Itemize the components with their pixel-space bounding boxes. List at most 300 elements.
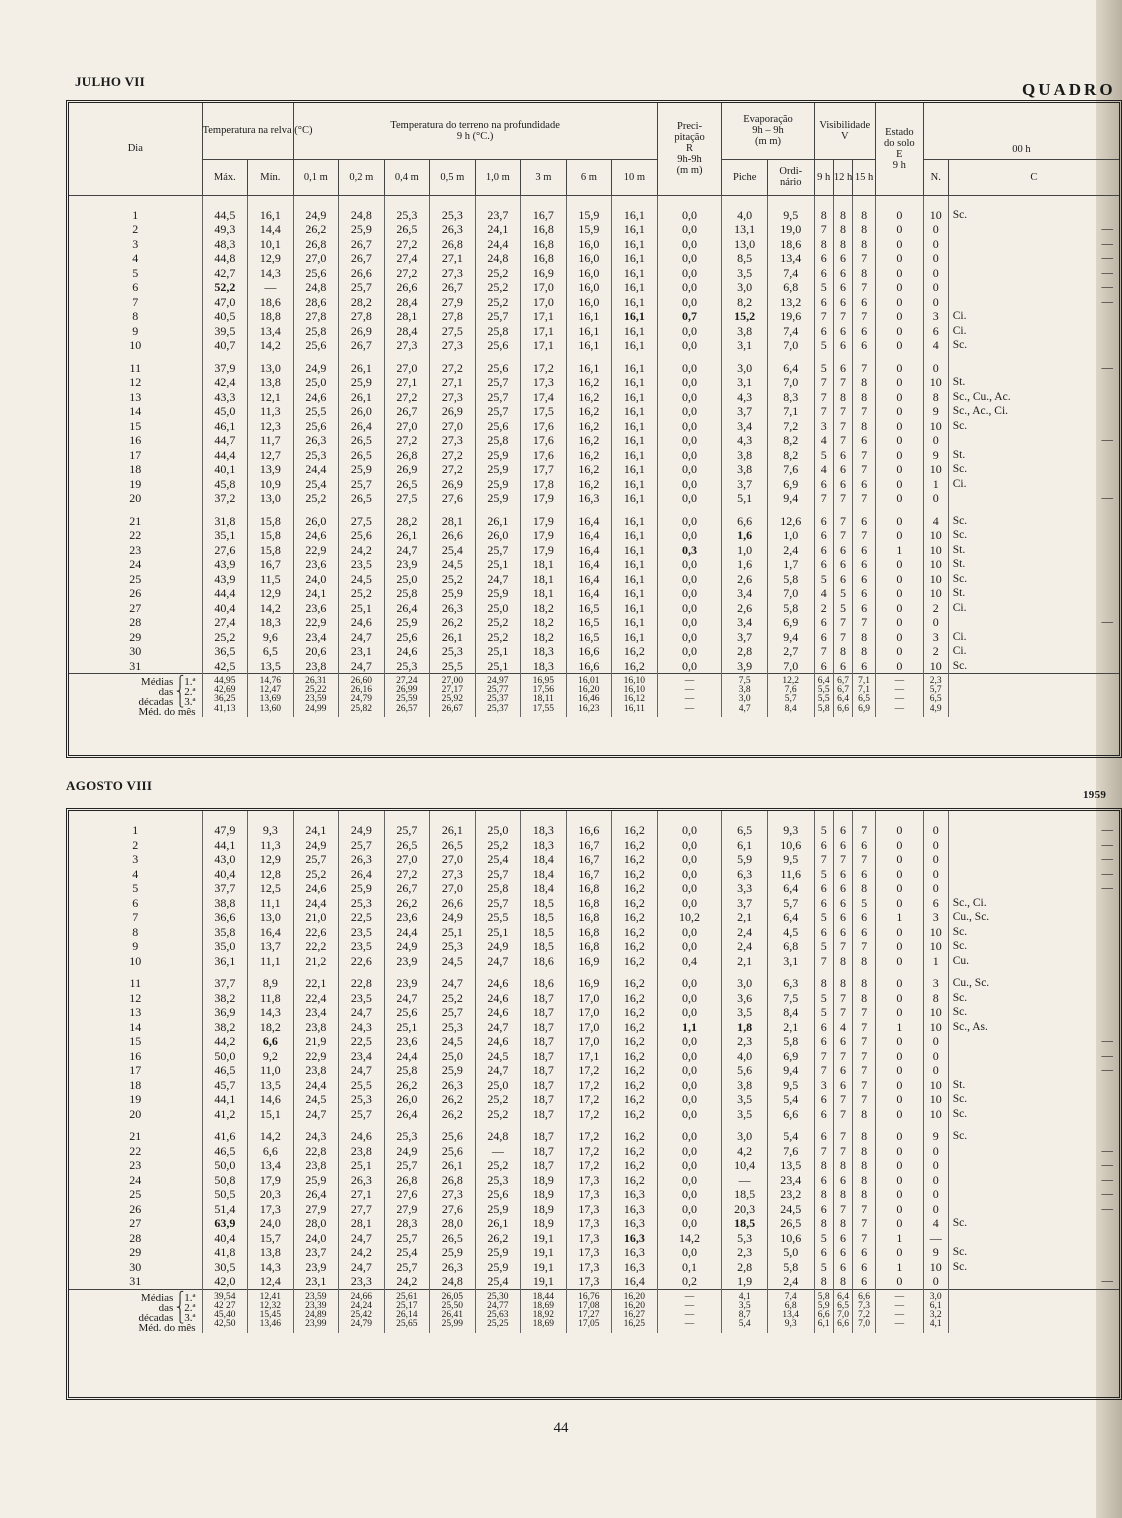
data-cell: 27,2 [430, 448, 476, 463]
data-cell: 16,1 [612, 208, 658, 223]
data-cell: 10 [923, 557, 948, 572]
data-cell: 13,5 [767, 1158, 814, 1173]
data-cell: — [1101, 824, 1113, 836]
data-cell: 25,6 [475, 419, 521, 434]
data-cell: 41,8 [202, 1245, 248, 1260]
data-cell: 25,4 [475, 852, 521, 867]
table-row [69, 1049, 1119, 1064]
data-cell: 17,7 [521, 462, 567, 477]
data-cell: 0 [875, 1187, 923, 1202]
data-cell: 27,1 [339, 1187, 385, 1202]
data-cell: 16,8 [521, 237, 567, 252]
data-cell: 8,9 [248, 976, 294, 991]
data-cell: 7 [853, 404, 876, 419]
day-cell: 25 [69, 572, 202, 587]
data-cell: 5 [814, 867, 833, 882]
data-cell: 6 [853, 433, 876, 448]
data-cell: 6,9 [767, 477, 814, 492]
data-cell: 9,4 [767, 1063, 814, 1078]
data-cell: 17,2 [566, 1063, 612, 1078]
average-cell: 7,4 6,8 13,4 9,3 [767, 1289, 814, 1333]
col-depth-04: 0,4 m [384, 159, 430, 195]
data-cell: 27,7 [339, 1202, 385, 1217]
data-cell: 6 [814, 1107, 833, 1122]
data-cell: 27,3 [430, 433, 476, 448]
data-cell: 6 [833, 1173, 852, 1188]
data-cell: 8 [853, 1144, 876, 1159]
data-cell: 6 [853, 324, 876, 339]
data-cell: 16,2 [566, 462, 612, 477]
data-cell: 38,2 [202, 991, 248, 1006]
data-cell: 25,1 [339, 601, 385, 616]
data-cell: 8 [853, 266, 876, 281]
data-cell: 9 [923, 1245, 948, 1260]
table-row [69, 208, 1119, 223]
data-cell: 14,2 [248, 1129, 294, 1144]
data-cell: 0,0 [657, 823, 722, 838]
average-cell: 26,05 25,50 26,41 25,99 [430, 1289, 476, 1333]
day-cell: 28 [69, 1231, 202, 1246]
data-cell: 14,4 [248, 222, 294, 237]
data-cell: 16,1 [566, 361, 612, 376]
data-cell: 23,8 [293, 1020, 339, 1035]
data-cell: 8 [814, 976, 833, 991]
average-cell: 7,5 3,8 3,0 4,7 [722, 674, 768, 718]
data-cell: 18,7 [521, 1092, 567, 1107]
table-row [69, 266, 1119, 281]
data-cell: — [1101, 361, 1113, 374]
data-cell: 8 [853, 237, 876, 252]
day-cell: 18 [69, 462, 202, 477]
data-cell: 3,5 [722, 266, 768, 281]
data-cell: 0 [875, 237, 923, 252]
data-cell: 0 [875, 309, 923, 324]
data-cell: 23,8 [293, 1063, 339, 1078]
data-cell: 2,8 [722, 644, 768, 659]
data-cell: 4,2 [722, 1144, 768, 1159]
data-cell: 0 [923, 881, 948, 896]
month-heading-julho: JULHO VII [75, 74, 146, 89]
data-cell: 26,1 [475, 514, 521, 529]
data-cell: 18,7 [521, 1034, 567, 1049]
data-cell: 17,1 [566, 1049, 612, 1064]
data-cell: 27,6 [430, 491, 476, 506]
data-cell: 41,2 [202, 1107, 248, 1122]
data-cell: 27,2 [384, 237, 430, 252]
data-cell: 6 [833, 462, 852, 477]
data-cell: 1,8 [722, 1020, 768, 1035]
data-cell: 16,4 [566, 586, 612, 601]
data-cell: 41,6 [202, 1129, 248, 1144]
julho-data-table [69, 196, 1119, 674]
data-cell: — [1101, 616, 1113, 628]
data-cell: 5 [814, 823, 833, 838]
data-cell: 25,2 [293, 491, 339, 506]
data-cell: 0,0 [657, 1187, 722, 1202]
table-row [69, 954, 1119, 969]
data-cell: 26,5 [384, 222, 430, 237]
data-cell: 0 [875, 1107, 923, 1122]
table-row [69, 1187, 1119, 1202]
data-cell: 25,2 [293, 867, 339, 882]
average-cell: 16,76 17,08 17,27 17,05 [566, 1289, 612, 1333]
data-cell: 25,9 [339, 375, 385, 390]
data-cell: 22,8 [339, 976, 385, 991]
data-cell: 25,6 [384, 630, 430, 645]
data-cell: 24,4 [293, 896, 339, 911]
data-cell: 10 [923, 528, 948, 543]
data-cell: 15,9 [566, 208, 612, 223]
col-max: Máx. [202, 159, 248, 195]
data-cell: 31,8 [202, 514, 248, 529]
data-cell: 23,9 [384, 954, 430, 969]
data-cell: 0 [923, 361, 948, 376]
data-cell: 26,5 [339, 433, 385, 448]
data-cell: 4,0 [722, 208, 768, 223]
data-cell: 16,1 [612, 630, 658, 645]
average-cell: 39,54 42 27 45,40 42,50 [202, 1289, 248, 1333]
data-cell: 26,8 [430, 1173, 476, 1188]
data-cell: 17,3 [566, 1274, 612, 1289]
data-cell: 23,3 [339, 1274, 385, 1289]
data-cell: 25,9 [430, 586, 476, 601]
data-cell: 8 [833, 1216, 852, 1231]
data-cell: 18,5 [722, 1187, 768, 1202]
data-cell: 0,0 [657, 208, 722, 223]
data-cell: 26,0 [384, 1092, 430, 1107]
data-cell: 24,4 [384, 925, 430, 940]
data-cell: 7 [853, 309, 876, 324]
data-cell: 15,8 [248, 514, 294, 529]
data-cell: — [923, 1231, 948, 1246]
data-cell: 6,6 [767, 1107, 814, 1122]
data-cell: 17,0 [566, 1020, 612, 1035]
data-cell: 8 [833, 976, 852, 991]
data-cell: 0,0 [657, 1005, 722, 1020]
data-cell: 8 [814, 1216, 833, 1231]
data-cell: 16,0 [566, 295, 612, 310]
data-cell: 7,2 [767, 419, 814, 434]
data-cell: 6 [853, 586, 876, 601]
data-cell: 1 [923, 954, 948, 969]
data-cell: 16,8 [566, 910, 612, 925]
data-cell: 0,0 [657, 991, 722, 1006]
data-cell: 26,2 [384, 1078, 430, 1093]
data-cell: 24,6 [475, 1034, 521, 1049]
day-cell: 10 [69, 338, 202, 353]
data-cell: 52,2 [202, 280, 248, 295]
data-cell: 26,5 [767, 1216, 814, 1231]
average-cell: 24,66 24,24 25,42 24,79 [339, 1289, 385, 1333]
data-cell: 6 [833, 1245, 852, 1260]
data-cell: 26,2 [430, 1107, 476, 1122]
data-cell: 16,1 [612, 375, 658, 390]
data-cell: 6 [853, 514, 876, 529]
data-cell: 18,1 [521, 557, 567, 572]
data-cell: 8 [833, 1274, 852, 1289]
table-row [69, 1202, 1119, 1217]
data-cell: 26,9 [430, 404, 476, 419]
data-cell: 0 [875, 295, 923, 310]
data-cell: 10,4 [722, 1158, 768, 1173]
data-cell: 23,9 [293, 1260, 339, 1275]
data-cell: 6 [853, 601, 876, 616]
data-cell: 0 [923, 1158, 948, 1173]
day-cell: 14 [69, 404, 202, 419]
average-cell: 16,01 16,20 16,46 16,23 [566, 674, 612, 718]
data-cell: — [1101, 295, 1113, 308]
data-cell: — [248, 280, 294, 295]
data-cell: 18,7 [521, 1063, 567, 1078]
data-cell: 6 [814, 266, 833, 281]
data-cell: 28,4 [384, 295, 430, 310]
day-cell: 23 [69, 1158, 202, 1173]
data-cell: 2 [814, 601, 833, 616]
data-cell: 3,7 [722, 896, 768, 911]
data-cell: 7 [853, 448, 876, 463]
data-cell: 19,6 [767, 309, 814, 324]
data-cell: 16,1 [612, 615, 658, 630]
data-cell: 17,3 [521, 375, 567, 390]
data-cell: 9,4 [767, 630, 814, 645]
day-cell: 8 [69, 309, 202, 324]
data-cell: 43,0 [202, 852, 248, 867]
data-cell: 16,1 [612, 601, 658, 616]
day-cell: 12 [69, 375, 202, 390]
data-cell: 7 [814, 375, 833, 390]
data-cell: 26,5 [384, 477, 430, 492]
data-cell: 25,7 [384, 1231, 430, 1246]
data-cell: St. [952, 1078, 966, 1091]
data-cell: 25,6 [475, 338, 521, 353]
data-cell: 25,9 [293, 1173, 339, 1188]
day-cell: 20 [69, 491, 202, 506]
data-cell: 22,2 [293, 939, 339, 954]
data-cell: 6,3 [722, 867, 768, 882]
data-cell: 23,9 [384, 557, 430, 572]
data-cell: 18,3 [521, 838, 567, 853]
data-cell: 0,0 [657, 976, 722, 991]
data-cell: 16,7 [566, 867, 612, 882]
table-row [69, 659, 1119, 674]
year-label: 1959 [1083, 789, 1107, 801]
data-cell: 6 [923, 324, 948, 339]
table-row [69, 644, 1119, 659]
data-cell: 0 [875, 1173, 923, 1188]
data-cell: 9,4 [767, 491, 814, 506]
table-row [69, 630, 1119, 645]
data-cell: 26,9 [430, 477, 476, 492]
data-cell: 6 [833, 1063, 852, 1078]
table-row [69, 976, 1119, 991]
data-cell: 25,1 [475, 557, 521, 572]
data-cell: 44,1 [202, 838, 248, 853]
data-cell: 24,7 [475, 1063, 521, 1078]
data-cell: 15,1 [248, 1107, 294, 1122]
data-cell: 18,3 [248, 615, 294, 630]
data-cell: 16,0 [566, 237, 612, 252]
data-cell: — [475, 1144, 521, 1159]
data-cell: 37,7 [202, 976, 248, 991]
col-vis-12h: 12 h [833, 159, 852, 195]
day-cell: 2 [69, 838, 202, 853]
data-cell: 16,1 [612, 543, 658, 558]
data-cell: 0,7 [657, 309, 722, 324]
data-cell: 0,0 [657, 586, 722, 601]
data-cell: 18,2 [248, 1020, 294, 1035]
data-cell: 24,1 [475, 222, 521, 237]
data-cell: 0 [875, 266, 923, 281]
data-cell: 0 [875, 659, 923, 674]
data-cell: 17,2 [566, 1107, 612, 1122]
data-cell: 22,1 [293, 976, 339, 991]
data-cell: 7 [853, 251, 876, 266]
data-cell: 8,2 [767, 448, 814, 463]
data-cell: 6 [833, 324, 852, 339]
data-cell: 18,2 [521, 630, 567, 645]
data-cell: 16,8 [521, 222, 567, 237]
data-cell: 0 [875, 361, 923, 376]
data-cell: 7 [833, 491, 852, 506]
data-cell: 5,7 [767, 896, 814, 911]
data-cell: — [1101, 1064, 1113, 1076]
data-cell: 19,1 [521, 1274, 567, 1289]
data-cell: 16,1 [612, 433, 658, 448]
data-cell: 25,9 [475, 1245, 521, 1260]
data-cell: 16,4 [566, 514, 612, 529]
data-cell: 0,0 [657, 1202, 722, 1217]
agosto-averages [69, 1289, 1119, 1333]
data-cell: 25,6 [430, 1144, 476, 1159]
data-cell: 8 [853, 390, 876, 405]
data-cell: 42,5 [202, 659, 248, 674]
data-cell: 18,7 [521, 1049, 567, 1064]
data-cell: 8 [814, 1187, 833, 1202]
data-cell: 3 [923, 976, 948, 991]
data-cell: 7,6 [767, 1144, 814, 1159]
data-cell: 27,1 [430, 375, 476, 390]
data-cell: 7,0 [767, 659, 814, 674]
data-cell: 16,1 [612, 586, 658, 601]
data-cell: 18,9 [521, 1216, 567, 1231]
data-cell: 25,3 [430, 939, 476, 954]
table-row [69, 543, 1119, 558]
data-cell: 5 [814, 448, 833, 463]
data-cell: 3,7 [722, 630, 768, 645]
data-cell: 8 [853, 1187, 876, 1202]
data-cell: 44,5 [202, 208, 248, 223]
data-cell: 0,0 [657, 237, 722, 252]
data-cell: 0 [875, 881, 923, 896]
data-cell: 36,5 [202, 644, 248, 659]
data-cell: 1 [875, 1020, 923, 1035]
data-cell: 20,3 [722, 1202, 768, 1217]
data-cell: 18,2 [521, 615, 567, 630]
data-cell: 5 [814, 361, 833, 376]
data-cell: 17,3 [248, 1202, 294, 1217]
data-cell: 8 [853, 1173, 876, 1188]
data-cell: Sc. [952, 463, 968, 475]
data-cell: 16,6 [566, 644, 612, 659]
data-cell: 0,0 [657, 572, 722, 587]
data-cell: 24,4 [293, 462, 339, 477]
data-cell: 0 [875, 867, 923, 882]
table-row [69, 838, 1119, 853]
data-cell: 16,2 [612, 910, 658, 925]
data-cell: 3 [923, 630, 948, 645]
data-cell: 2,1 [767, 1020, 814, 1035]
data-cell: 8 [853, 1158, 876, 1173]
data-cell: 10 [923, 1260, 948, 1275]
data-cell: 24,4 [293, 1078, 339, 1093]
data-cell: 26,8 [384, 448, 430, 463]
data-cell: 6 [853, 867, 876, 882]
data-cell: 4 [923, 514, 948, 529]
data-cell: 18,1 [521, 586, 567, 601]
data-cell: 7 [814, 309, 833, 324]
data-cell: 16,1 [612, 251, 658, 266]
data-cell: 25,1 [475, 659, 521, 674]
data-cell: 46,5 [202, 1144, 248, 1159]
data-cell: 0,0 [657, 419, 722, 434]
data-cell: 10,1 [248, 237, 294, 252]
data-cell: 7 [833, 1005, 852, 1020]
data-cell: 24,9 [475, 939, 521, 954]
data-cell: 9 [923, 448, 948, 463]
data-cell: 26,3 [430, 222, 476, 237]
data-cell: 0,0 [657, 615, 722, 630]
data-cell: 0 [923, 615, 948, 630]
data-cell: Ci. [952, 310, 967, 322]
data-cell: 1 [875, 910, 923, 925]
data-cell: 8 [833, 1158, 852, 1173]
average-cell: 6,4 6,5 7,0 6,6 [833, 1289, 852, 1333]
average-cell: 2,3 5,7 6,5 4,9 [923, 674, 948, 718]
data-cell: 25,3 [384, 1129, 430, 1144]
data-cell: 63,9 [202, 1216, 248, 1231]
data-cell: 25,6 [475, 361, 521, 376]
data-cell: 6 [833, 295, 852, 310]
data-cell: 9,5 [767, 852, 814, 867]
data-cell: Sc., Cu., Ac. [952, 390, 1011, 403]
data-cell: 25,2 [475, 1107, 521, 1122]
data-cell: 16,2 [612, 1005, 658, 1020]
data-cell: 8 [833, 954, 852, 969]
average-cell: — — — — [875, 1289, 923, 1333]
data-cell: 0 [875, 514, 923, 529]
data-cell: 4,3 [722, 390, 768, 405]
average-cell: 26,31 25,22 23,59 24,99 [293, 674, 339, 718]
data-cell: Sc., Ac., Ci. [952, 405, 1009, 417]
data-cell: 8 [853, 375, 876, 390]
data-cell: 16,4 [566, 557, 612, 572]
data-cell: 0,0 [657, 1049, 722, 1064]
data-cell: 24,8 [475, 251, 521, 266]
data-cell: 25,3 [339, 1092, 385, 1107]
data-cell: 12,6 [767, 514, 814, 529]
data-cell: Sc. [952, 1107, 968, 1120]
data-cell: 16,1 [612, 557, 658, 572]
data-cell: 6 [853, 338, 876, 353]
agosto-table-frame [66, 808, 1122, 1400]
data-cell: Ci. [952, 645, 967, 657]
data-cell: 1,6 [722, 528, 768, 543]
data-cell: 7 [814, 390, 833, 405]
data-cell: 25,9 [475, 462, 521, 477]
data-cell: 28,2 [384, 514, 430, 529]
day-cell: 30 [69, 644, 202, 659]
data-cell: 6 [853, 1245, 876, 1260]
